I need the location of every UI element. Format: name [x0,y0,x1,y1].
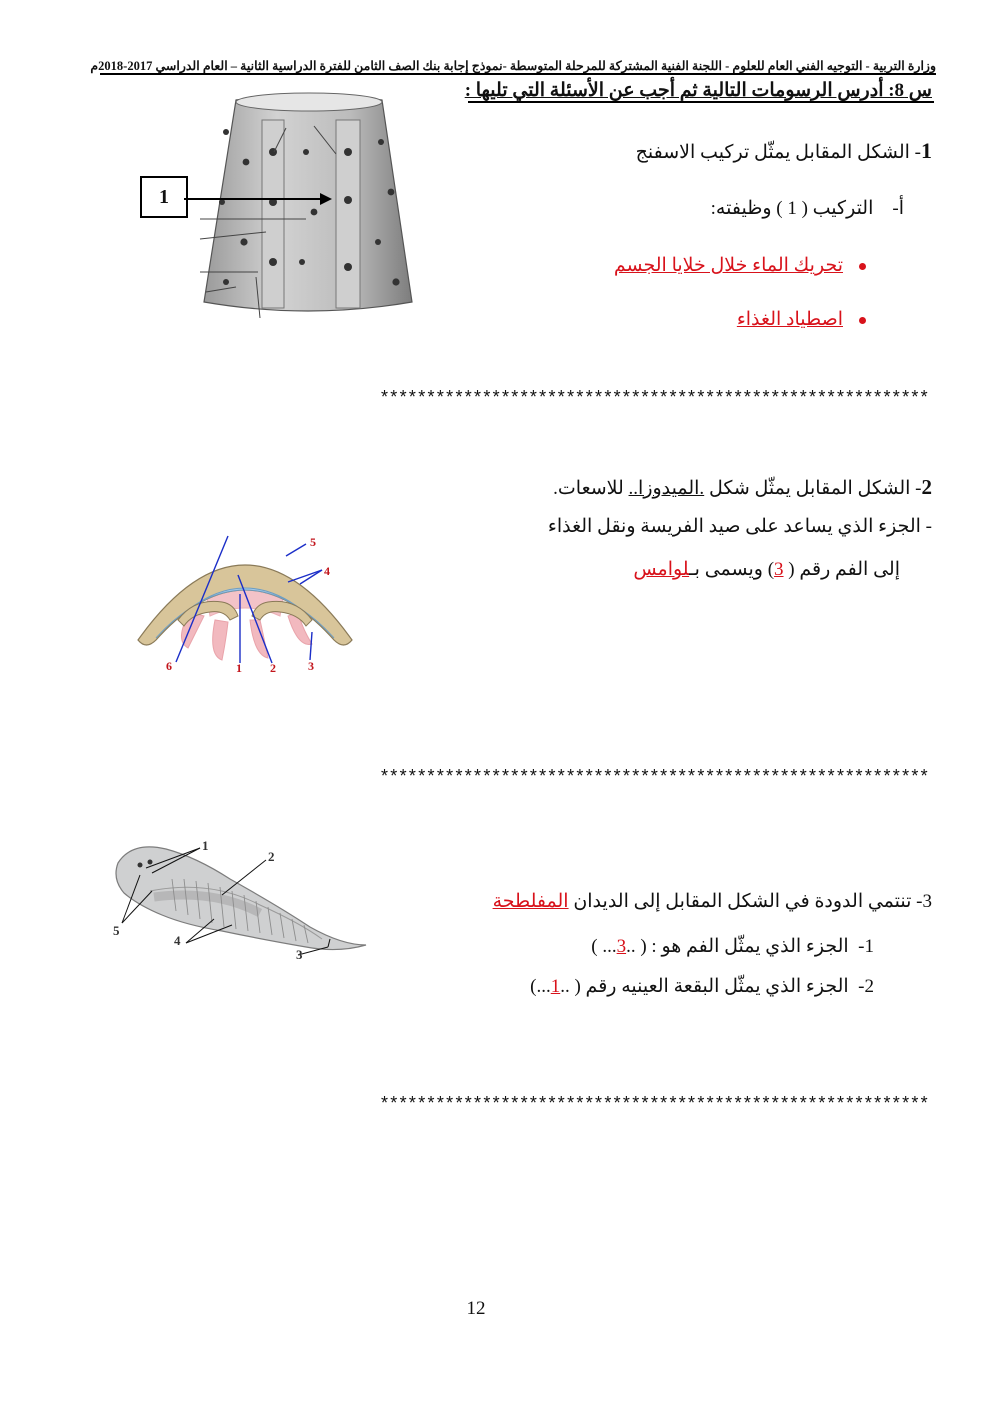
q2-line3 [633,558,900,581]
q1-answer-2-text: اصطياد الغذاء [736,309,843,330]
q2-blank: .الميدوزا.. [628,478,705,499]
header-rule [100,73,936,75]
osculum [236,93,382,111]
separator: *********************************************************** [381,387,930,407]
q3-item-1-text: الجزء الذي يمثّل الفم هو : ( .. [626,936,849,957]
medusa-label-6: 6 [166,659,172,673]
medusa-label-2: 2 [270,661,276,675]
worm-label-5: 5 [113,923,120,938]
q3-item-2-prefix: 2- [858,976,874,997]
q2-line2: - الجزء الذي يساعد على صيد الفريسة ونقل الغذاء [547,516,932,537]
q2-statement [553,475,932,500]
page-header: وزارة التربية - التوجيه الفني العام للعلوم - اللجنة الفنية المشتركة للمرحلة المتوسطة -نموذج إجابة بنك الصف الثامن للفترة الدراسية الثانية – العام الدراسي 2017-2018م [90,59,936,73]
q3-item-2-answer: 1 [550,976,561,997]
q3-item-2-text: الجزء الذي يمثّل البقعة العينيه رقم ( .. [560,976,849,997]
worm-label-2: 2 [268,849,275,864]
arrow-icon [184,190,334,208]
title-underline [468,101,934,103]
q2-answer-number: 3 [774,559,784,580]
flatworm-diagram [110,835,372,965]
worm-label-1: 1 [202,838,209,853]
q2-number: 2 [921,475,932,499]
q3-item-1 [591,935,874,958]
medusa-label-3: 3 [308,659,314,673]
q3-item-2 [530,975,874,998]
medusa-diagram [130,520,360,680]
q1-sub [711,197,904,220]
worm-body [116,847,366,950]
q1-number: 1 [921,138,932,163]
page-number: 12 [466,1298,486,1319]
medusa-label-5: 5 [310,535,316,549]
q3-text: - تنتمي الدودة في الشكل المقابل إلى الديدان [573,891,923,912]
q1-statement [636,138,932,164]
worm-label-3: 3 [296,947,303,962]
q1-sub-text: التركيب ( 1 ) وظيفته: [710,198,874,219]
diagram-label-box: 1 [140,176,188,218]
q2-line3-mid: ) ويسمى بـ [689,559,775,580]
separator: *********************************************************** [381,766,930,786]
question-title: س 8: أدرس الرسومات التالية ثم أجب عن الأسئلة التي تليها : [464,80,932,101]
q2-line3-start: إلى الفم رقم ( [788,559,900,580]
q1-answer-1-text: تحريك الماء خلال خلايا الجسم [613,255,843,276]
q3-item-2-end: ...) [530,976,551,997]
q1-sub-prefix: أ- [892,198,904,219]
q3-item-1-end: ... ) [591,936,617,957]
q2-text-end: للاسعات. [553,478,624,499]
q3-number: 3 [922,891,932,912]
separator: *********************************************************** [381,1093,930,1113]
q3-item-1-prefix: 1- [858,936,874,957]
q3-item-1-answer: 3 [616,936,627,957]
eyespot-icon [138,863,143,868]
q1-answer-2 [737,308,866,331]
q3-statement [493,890,932,913]
bullet-icon [859,263,866,270]
medusa-label-1: 1 [236,661,242,675]
eyespot-icon [148,860,153,865]
q3-answer: المفلطحة [492,891,569,912]
q2-answer-name: لوامس [633,559,690,580]
worm-label-4: 4 [174,933,181,948]
bullet-icon [859,317,866,324]
q1-answer-1 [614,254,866,277]
q2-text-start: - الشكل المقابل يمثّل شكل [708,478,922,499]
medusa-label-4: 4 [324,564,330,578]
q1-text: - الشكل المقابل يمثّل تركيب الاسفنج [635,142,921,163]
